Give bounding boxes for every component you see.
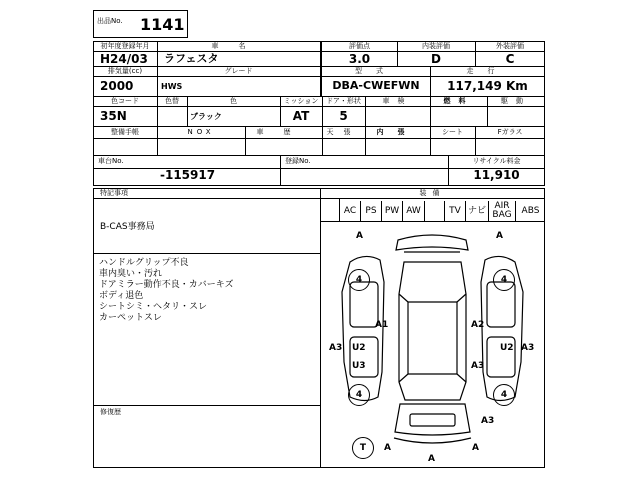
- displacement-label: 排気量(cc): [107, 67, 143, 75]
- recycle-label: リサイクル料金: [472, 157, 521, 165]
- comment-line: ハンドルグリップ不良: [99, 258, 189, 268]
- displacement-value: 2000: [100, 79, 134, 93]
- inspection-label: 車検: [382, 97, 413, 105]
- sunroof-label: 天張: [326, 128, 361, 136]
- equip-tv: TV: [445, 201, 466, 221]
- fuel-label: 燃料: [443, 97, 474, 105]
- damage-mark: A3: [471, 361, 485, 371]
- damage-mark: A: [384, 443, 391, 453]
- equip-blank: [425, 201, 445, 221]
- color-value: ブラック: [190, 112, 222, 121]
- lot-number: 1141: [140, 15, 185, 34]
- comment-line: シートシミ・ヘタリ・スレ: [99, 302, 208, 312]
- mission-value: AT: [292, 109, 310, 123]
- score-label: 評価点: [349, 42, 370, 50]
- model-value: DBA-CWEFWN: [332, 79, 420, 92]
- equip-abs: ABS: [521, 206, 540, 216]
- interior-value: D: [431, 52, 441, 66]
- chassis-value: -115917: [160, 168, 216, 182]
- damage-mark: A3: [481, 416, 495, 426]
- equip-airbag: [489, 201, 516, 221]
- doors-value: 5: [339, 109, 348, 123]
- colorcode-value: 35N: [100, 109, 127, 123]
- comment-line: ボディ退色: [99, 291, 144, 301]
- tire-front-left: 4: [348, 269, 370, 291]
- damage-mark: A: [472, 443, 479, 453]
- fglass-label: Fガラス: [497, 128, 523, 136]
- colortype-label: 色替: [165, 97, 179, 105]
- mileage-value: 117,149 Km: [447, 79, 528, 93]
- year-label: 初年度登録年月: [100, 42, 150, 50]
- special-label: 特記事項: [100, 189, 128, 197]
- recycle-value: 11,910: [473, 168, 520, 182]
- tire-rear-left: 4: [348, 384, 370, 406]
- damage-mark: A: [356, 231, 363, 241]
- airbag-top: AIR: [494, 201, 510, 211]
- tire-front-right: 4: [493, 269, 515, 291]
- reg-label: 登録No.: [285, 157, 311, 165]
- color-label: 色: [230, 97, 237, 105]
- grade-label: グレード: [224, 67, 253, 75]
- mileage-label: 走行: [466, 67, 509, 75]
- damage-mark: U2: [352, 343, 366, 353]
- seat-label: シート: [442, 128, 463, 136]
- grade-value: HWS: [161, 82, 183, 91]
- tire-rear-right: 4: [493, 384, 515, 406]
- nox-label: NOX: [187, 128, 215, 136]
- damage-mark: A: [428, 454, 435, 464]
- score-value: 3.0: [348, 52, 371, 66]
- equip-ac: AC: [340, 201, 361, 221]
- drive-label: 駆動: [501, 97, 531, 105]
- equip-pw: PW: [382, 201, 403, 221]
- equip-ps: PS: [361, 201, 382, 221]
- maint-label: 整備手帳: [111, 128, 139, 136]
- mission-label: ミッション: [283, 97, 319, 105]
- name-value: ラフェスタ: [164, 52, 219, 65]
- doors-label: ドア・形状: [326, 97, 361, 105]
- special-text: B-CAS事務局: [100, 222, 155, 232]
- exterior-label: 外装評価: [496, 42, 524, 50]
- equipment-label: 装備: [419, 189, 446, 197]
- damage-mark: A2: [471, 320, 485, 330]
- lot-label: 出品No.: [97, 17, 123, 25]
- damage-mark: A3: [521, 343, 535, 353]
- comment-line: カーペットスレ: [99, 313, 162, 323]
- interior-top-label: 内張: [376, 128, 419, 136]
- comment-line: ドアミラー動作不良・カバーキズ: [99, 280, 234, 290]
- damage-mark: A3: [329, 343, 343, 353]
- spare-tire: T: [352, 437, 374, 459]
- history-label: 車歴: [256, 128, 311, 136]
- exterior-value: C: [505, 52, 515, 66]
- equip-aw: AW: [403, 201, 425, 221]
- comment-line: 車内臭い・汚れ: [99, 269, 163, 279]
- model-label: 型式: [355, 67, 397, 75]
- year-value: H24/03: [100, 52, 148, 66]
- name-label: 車名: [211, 42, 266, 50]
- damage-mark: A: [496, 231, 503, 241]
- interior-label: 内装評価: [422, 42, 450, 50]
- repair-label: 修復歴: [100, 408, 121, 416]
- colorcode-label: 色コード: [111, 97, 139, 105]
- damage-mark: U2: [500, 343, 514, 353]
- equip-navi: ナビ: [466, 201, 489, 221]
- airbag-bottom: BAG: [492, 210, 512, 220]
- damage-mark: U3: [352, 361, 366, 371]
- damage-mark: A1: [375, 320, 389, 330]
- chassis-label: 車台No.: [98, 157, 124, 165]
